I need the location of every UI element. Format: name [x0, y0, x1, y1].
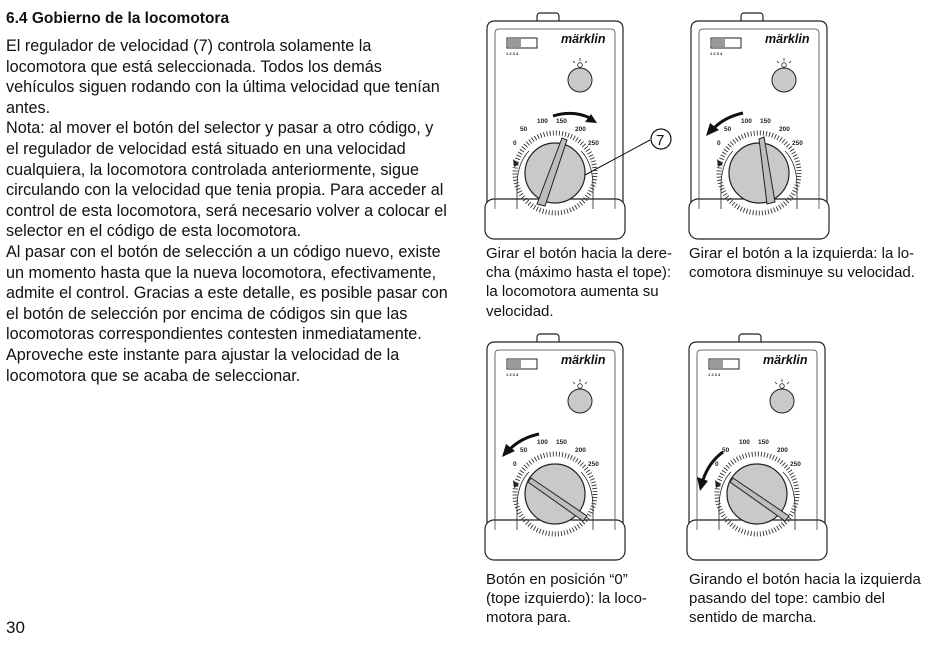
marklin-logo: märklin: [561, 353, 606, 367]
svg-text:250: 250: [790, 461, 801, 468]
marklin-logo: märklin: [765, 32, 810, 46]
svg-text:250: 250: [588, 461, 599, 468]
svg-text:200: 200: [777, 447, 788, 454]
svg-text:1 2 3 4: 1 2 3 4: [506, 372, 519, 377]
svg-text:150: 150: [760, 118, 771, 125]
svg-text:100: 100: [739, 439, 750, 446]
svg-text:50: 50: [722, 447, 730, 454]
svg-text:200: 200: [575, 447, 586, 454]
caption-figure-2: Girar el botón a la izquierda: la lo- comotora disminuye su velocidad.: [689, 245, 915, 282]
controller-figure-3: [485, 334, 625, 560]
svg-text:50: 50: [520, 126, 528, 133]
caption-figure-1: Girar el botón hacia la dere- cha (máximo hasta el tope): la locomotora aumenta su velocidad.: [486, 245, 672, 320]
paragraph-1: El regulador de velocidad (7) controla solamente la locomotora que está seleccionada. Todos los demás vehículos siguen rodando con la última velocidad que tenían antes.: [6, 37, 440, 117]
svg-text:200: 200: [779, 126, 790, 133]
callout-number: 7: [656, 132, 665, 149]
section-title: 6.4 Gobierno de la locomotora: [6, 10, 230, 27]
svg-text:200: 200: [575, 126, 586, 133]
paragraph-2: Nota: al mover el botón del selector y pasar a otro código, y el regulador de velocidad está situado en una velocidad cualquiera, la locomotora controlada anteriormente, sigue circulando con la velocidad que tenia propia. Para acceder al control de esta locomotora, será necesario volver a colocar el selector en el código de esta locomotora.: [6, 119, 447, 241]
svg-text:1 2 3 4: 1 2 3 4: [708, 372, 721, 377]
svg-text:0: 0: [717, 140, 721, 147]
svg-text:0: 0: [513, 461, 517, 468]
body-text: [6, 36, 448, 386]
svg-text:150: 150: [556, 439, 567, 446]
svg-text:0: 0: [715, 461, 719, 468]
svg-text:100: 100: [537, 439, 548, 446]
svg-text:1 2 3 4: 1 2 3 4: [710, 51, 723, 56]
marklin-logo: märklin: [763, 353, 808, 367]
controller-figure-4: [687, 334, 827, 560]
controller-figure-2: [689, 13, 829, 239]
caption-figure-3: Botón en posición “0” (tope izquierdo): la loco- motora para.: [486, 571, 647, 627]
page-number: 30: [6, 618, 25, 637]
caption-figure-4: Girando el botón hacia la izquierda pasando del tope: cambio del sentido de marcha.: [689, 571, 921, 627]
svg-text:0: 0: [513, 140, 517, 147]
svg-text:50: 50: [520, 447, 528, 454]
svg-text:250: 250: [588, 140, 599, 147]
controller-figure-1: [485, 13, 665, 239]
marklin-logo: märklin: [561, 32, 606, 46]
paragraph-3: Al pasar con el botón de selección a un código nuevo, existe un momento hasta que la nueva locomotora, efectivamente, admite el control. Gracias a este detalle, es posible pasar con el botón de selección por encima de códigos sin que las locomotoras correspondientes contesten inmediatamente. Aproveche este instante para ajustar la velocidad de la locomotora que se acaba de seleccionar.: [6, 242, 448, 385]
svg-text:50: 50: [724, 126, 732, 133]
svg-text:250: 250: [792, 140, 803, 147]
svg-text:100: 100: [741, 118, 752, 125]
svg-text:150: 150: [556, 118, 567, 125]
svg-text:1 2 3 4: 1 2 3 4: [506, 51, 519, 56]
svg-text:100: 100: [537, 118, 548, 125]
svg-text:150: 150: [758, 439, 769, 446]
